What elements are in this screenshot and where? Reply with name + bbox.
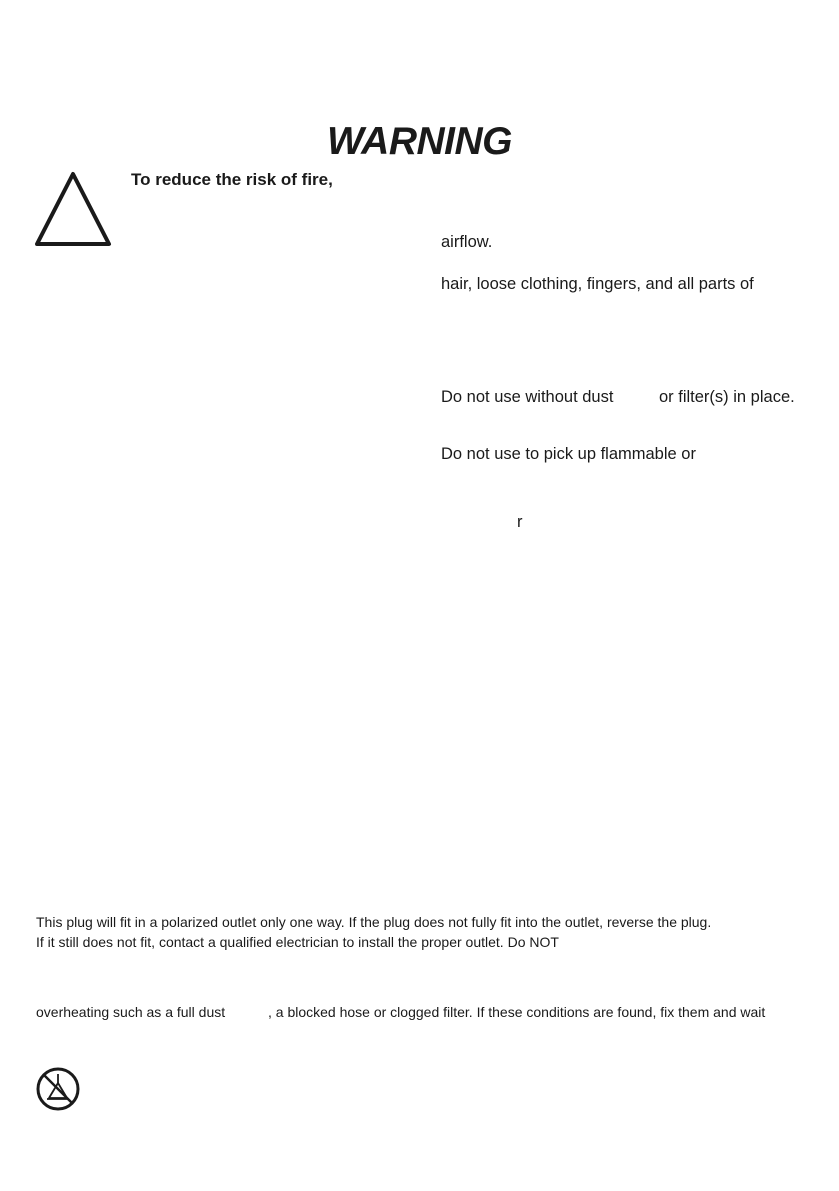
warning-triangle-icon: [33, 170, 113, 253]
overheating-text-part-1: overheating such as a full dust: [36, 1004, 226, 1020]
polarized-plug-line-2: If it still does not fit, contact a qualified electrician to install the proper outlet. Do NOT: [36, 934, 559, 950]
prohibited-sign-icon: [35, 1066, 81, 1117]
warning-lead-text: To reduce the risk of fire,: [131, 170, 333, 189]
polarized-plug-line-1: This plug will fit in a polarized outlet only one way. If the plug does not fully fit into the outlet, reverse the plug.: [36, 914, 712, 930]
instruction-dust-filter: Do not use without dust: [441, 388, 614, 406]
instruction-fragment: r: [517, 513, 523, 531]
overheating-text-part-2: , a blocked hose or clogged filter. If these conditions are found, fix them and wait: [268, 1004, 766, 1020]
instruction-filter-in-place: or filter(s) in place.: [659, 388, 795, 406]
instruction-airflow: airflow.: [441, 233, 493, 251]
page-title: WARNING: [327, 120, 512, 163]
instruction-hair-clothing: hair, loose clothing, fingers, and all parts of: [441, 275, 754, 293]
instruction-flammable: Do not use to pick up flammable or: [441, 445, 696, 463]
